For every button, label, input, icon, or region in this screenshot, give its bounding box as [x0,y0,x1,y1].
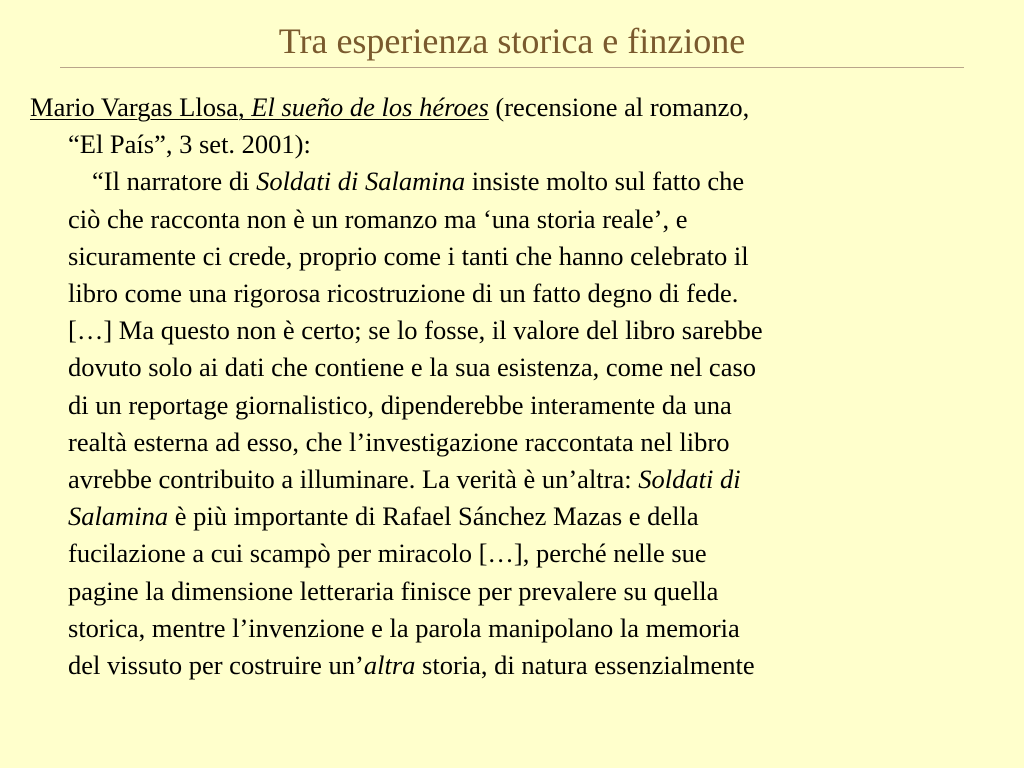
citation-article-title: El sueño de los héroes [251,92,489,122]
quote-line: storica, mentre l’invenzione e la parola manipolano la memoria [68,612,740,643]
citation-source: “El País”, 3 set. 2001): [68,129,311,160]
quote-line [92,163,744,200]
quote-text: avrebbe contribuito a illuminare. La verità è un’altra: [68,464,639,494]
quote-text: storia, di natura essenzialmente [415,650,755,680]
quote-book-title: Soldati di Salamina [256,166,466,197]
quote-line: dovuto solo ai dati che contiene e la sua esistenza, come nel caso [68,352,757,383]
quote-line [68,498,699,535]
citation-author: Mario Vargas Llosa, [30,92,252,122]
quote-emphasis: altra [363,650,416,680]
quote-line: […] Ma questo non è certo; se lo fosse, il valore del libro sarebbe [68,315,763,346]
quote-line: fucilazione a cui scampò per miracolo […], perché nelle sue [68,538,707,569]
quote-line [68,647,755,684]
quote-line: pagine la dimensione letteraria finisce per prevalere su quella [68,575,719,606]
quote-line: libro come una rigorosa ricostruzione di un fatto degno di fede. [68,278,739,308]
quote-line: di un reportage giornalistico, dipenderebbe interamente da una [68,389,732,420]
title-divider [60,67,964,68]
citation-details: (recensione al romanzo, [488,92,750,122]
citation-line [30,89,749,126]
quote-text: insiste molto sul fatto che [465,166,745,197]
quote-text: del vissuto per costruire un’ [68,650,364,680]
quote-book-title: Salamina [68,501,169,532]
quote-line: sicuramente ci crede, proprio come i tanti che hanno celebrato il [68,240,749,271]
quote-line: ciò che racconta non è un romanzo ma ‘una storia reale’, e [68,203,688,234]
quote-text: “Il narratore di [92,166,257,197]
quote-line [68,461,741,498]
quote-line: realtà esterna ad esso, che l’investigazione raccontata nel libro [68,426,730,457]
slide-title: Tra esperienza storica e finzione [278,21,746,61]
quote-book-title: Soldati di [638,464,741,494]
quote-text: è più importante di Rafael Sánchez Mazas e della [168,501,699,532]
